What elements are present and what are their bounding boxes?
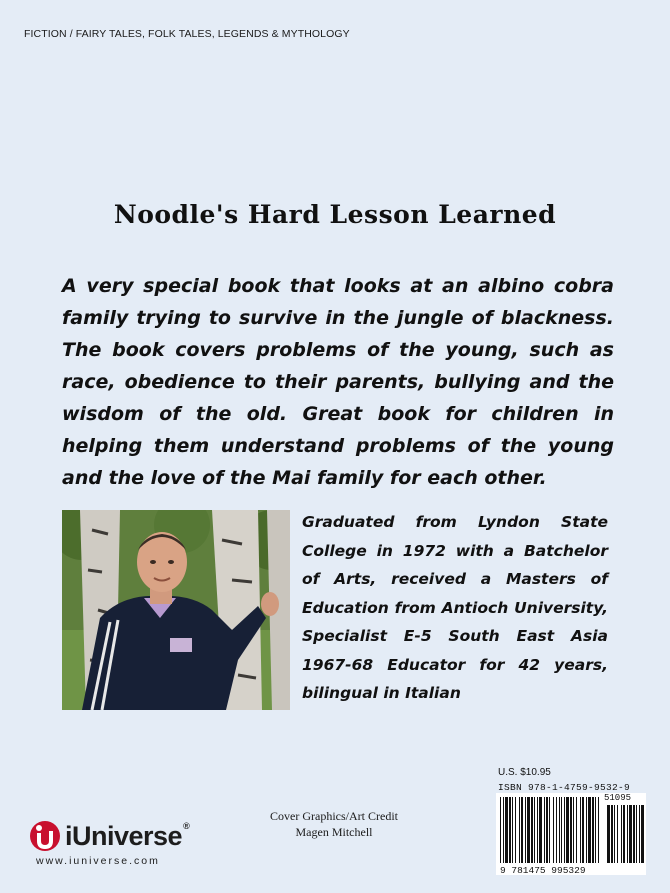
barcode-bar [576, 797, 577, 863]
publisher-name [65, 821, 189, 852]
addon-bar [623, 805, 625, 863]
addon-bar [629, 805, 632, 863]
book-description: A very special book that looks at an albino cobra family trying to survive in the jungle of blackness. The book covers problems of the young, such as race, obedience to their parents, bullying and the wisdom of the old. Great book for children in helping them understand problems of the young and the love of the Mai family for each other. [62, 275, 614, 489]
barcode-bar [521, 797, 523, 863]
art-credit-name: Magen Mitchell [295, 825, 373, 839]
barcode-bar [598, 797, 599, 863]
art-credit [244, 808, 424, 840]
barcode-bar [573, 797, 574, 863]
barcode-bar [549, 797, 550, 863]
publisher-logo [28, 818, 189, 854]
barcode-bar [556, 797, 557, 863]
addon-bar [639, 805, 640, 863]
addon-bar [617, 805, 618, 863]
barcode-bar [537, 797, 538, 863]
author-bio: Graduated from Lyndon State College in 1972 with a Batchelor of Arts, received a Masters of Education from Antioch University, Specialist E-5 South East Asia 1967-68 Educator for 42 years, bilingual in Italian [302, 513, 608, 702]
addon-bar [627, 805, 628, 863]
barcode-bar [546, 797, 548, 863]
barcode-bar [582, 797, 584, 863]
barcode-bar [592, 797, 594, 863]
barcode-bar [539, 797, 542, 863]
price-label: U.S. $10.95 [498, 767, 551, 778]
barcode-bar [531, 797, 533, 863]
addon-bar [607, 805, 610, 863]
publisher-name-text: iUniverse [65, 820, 183, 851]
barcode-bar [559, 797, 560, 863]
barcode-bar [580, 797, 581, 863]
addon-bar [621, 805, 622, 863]
barcode-bar [527, 797, 530, 863]
book-category: FICTION / FAIRY TALES, FOLK TALES, LEGENDS & MYTHOLOGY [24, 28, 350, 40]
registered-mark: ® [183, 820, 190, 831]
barcode-bar [586, 797, 587, 863]
publisher-website: www.iuniverse.com [36, 855, 160, 867]
addon-bar [633, 805, 635, 863]
barcode-digits: 9 781475 995329 [500, 865, 586, 875]
barcode-bar [566, 797, 569, 863]
barcode-bar [544, 797, 545, 863]
barcode-bar [561, 797, 562, 863]
addon-bar [614, 805, 615, 863]
barcode-bar [570, 797, 572, 863]
barcode-bar [512, 797, 513, 863]
barcode-bar [500, 797, 501, 863]
barcode-bar [588, 797, 591, 863]
barcode-bar [515, 797, 516, 863]
author-photo [62, 510, 290, 710]
addon-bar [611, 805, 613, 863]
barcode-bar [519, 797, 520, 863]
barcode-addon: 51095 [604, 793, 632, 803]
barcode-bar [509, 797, 511, 863]
barcode-bar [525, 797, 526, 863]
barcode-bar [534, 797, 535, 863]
barcode-bar [553, 797, 554, 863]
barcode-bar [595, 797, 596, 863]
book-title: Noodle's Hard Lesson Learned [113, 200, 557, 229]
art-credit-label: Cover Graphics/Art Credit [270, 809, 398, 823]
barcode-bar [564, 797, 565, 863]
iuniverse-logo-icon [28, 819, 62, 853]
isbn-barcode [496, 793, 646, 875]
barcode-bar [505, 797, 508, 863]
barcode-bar [503, 797, 504, 863]
addon-bar [636, 805, 637, 863]
addon-bar [641, 805, 644, 863]
isbn-label: ISBN 978-1-4759-9532-9 [498, 782, 631, 793]
